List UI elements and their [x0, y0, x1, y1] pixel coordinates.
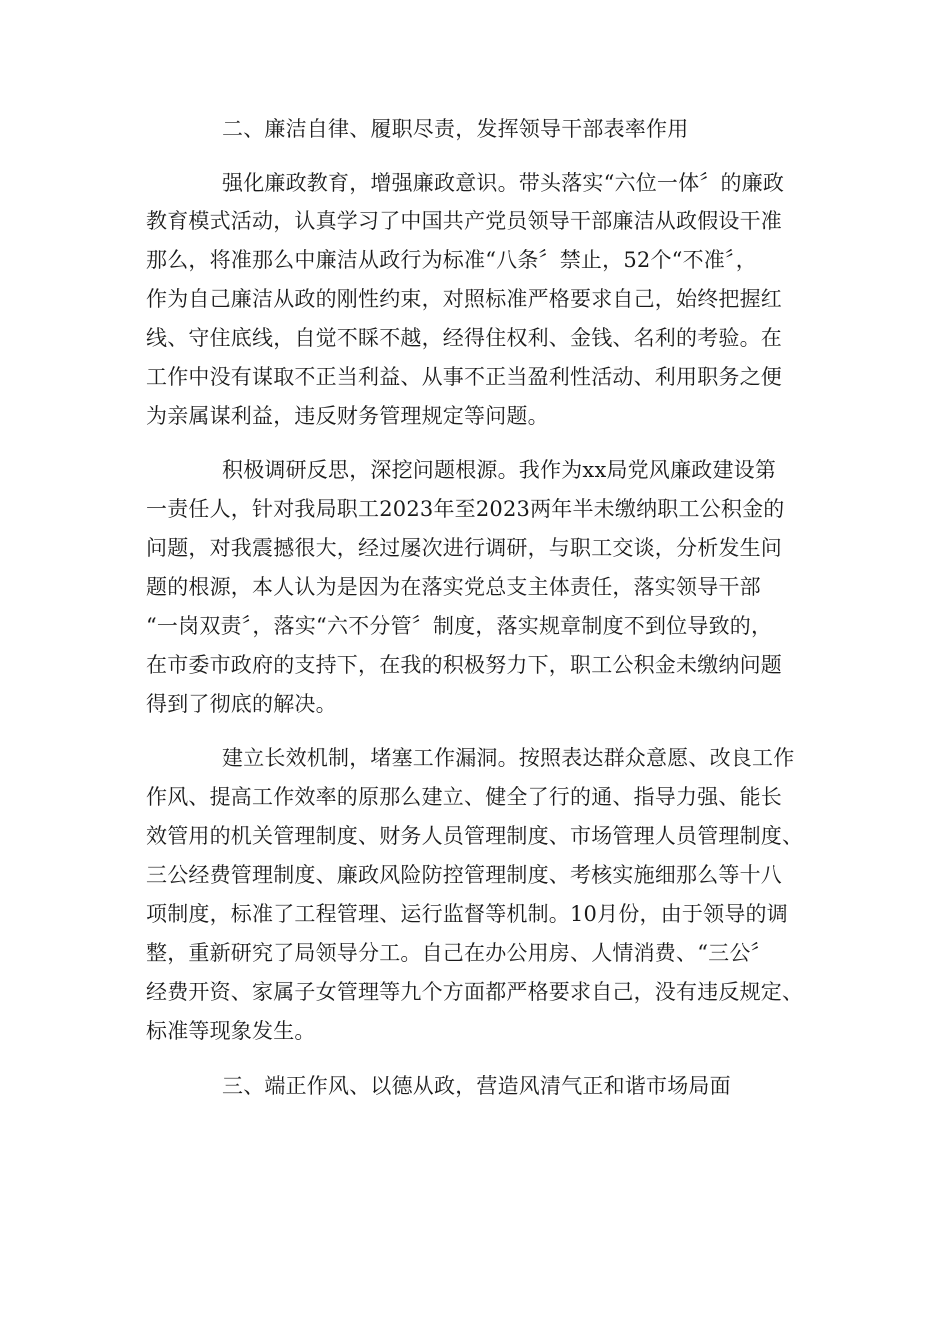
paragraph-3-line: 项制度，标准了工程管理、运行监督等机制。10月份，由于领导的调	[146, 902, 788, 926]
paragraph-3-line: 经费开资、家属子女管理等九个方面都严格要求自己，没有违反规定、	[146, 980, 804, 1004]
paragraph-1-line: 为亲属谋利益，违反财务管理规定等问题。	[146, 404, 549, 428]
paragraph-2-line: 在市委市政府的支持下，在我的积极努力下，职工公积金未缴纳问题	[146, 653, 782, 677]
paragraph-1-line: 作为自己廉洁从政的刚性约束，对照标准严格要求自己，始终把握红	[146, 287, 782, 311]
paragraph-2-line: “一岗双责〞，落实“六不分管〞制度，落实规章制度不到位导致的，	[146, 614, 773, 638]
paragraph-3-line: 三公经费管理制度、廉政风险防控管理制度、考核实施细那么等十八	[146, 863, 782, 887]
section-heading-2: 二、廉洁自律、履职尽责，发挥领导干部表率作用	[222, 117, 689, 141]
paragraph-1-line: 工作中没有谋取不正当利益、从事不正当盈利性活动、利用职务之便	[146, 365, 782, 389]
paragraph-3-line: 整，重新研究了局领导分工。自己在办公用房、人情消费、“三公〞	[146, 941, 772, 965]
paragraph-2-line: 题的根源，本人认为是因为在落实党总支主体责任，落实领导干部	[146, 575, 761, 599]
paragraph-3-line: 效管用的机关管理制度、财务人员管理制度、市场管理人员管理制度、	[146, 824, 804, 848]
paragraph-1-line: 那么，将准那么中廉洁从政行为标准“八条〞禁止，52个“不准〞，	[146, 248, 757, 272]
paragraph-2-line: 一责任人，针对我局职工2023年至2023两年半未缴纳职工公积金的	[146, 497, 785, 521]
paragraph-3-line: 标准等现象发生。	[146, 1019, 316, 1043]
paragraph-1-line: 线、守住底线，自觉不睬不越，经得住权利、金钱、名利的考验。在	[146, 326, 782, 350]
paragraph-1-line: 强化廉政教育，增强廉政意识。带头落实“六位一体〞的廉政	[222, 171, 785, 195]
paragraph-1-line: 教育模式活动，认真学习了中国共产党员领导干部廉洁从政假设干准	[146, 209, 782, 233]
paragraph-3-line: 建立长效机制，堵塞工作漏洞。按照表达群众意愿、改良工作	[222, 746, 795, 770]
paragraph-3-line: 作风、提高工作效率的原那么建立、健全了行的通、指导力强、能长	[146, 785, 782, 809]
section-heading-3: 三、端正作风、以德从政，营造风清气正和谐市场局面	[222, 1074, 731, 1098]
paragraph-2-line: 问题，对我震撼很大，经过屡次进行调研，与职工交谈，分析发生问	[146, 536, 782, 560]
paragraph-2-line: 得到了彻底的解决。	[146, 692, 337, 716]
paragraph-2-line: 积极调研反思，深挖问题根源。我作为xx局党风廉政建设第	[222, 458, 777, 482]
